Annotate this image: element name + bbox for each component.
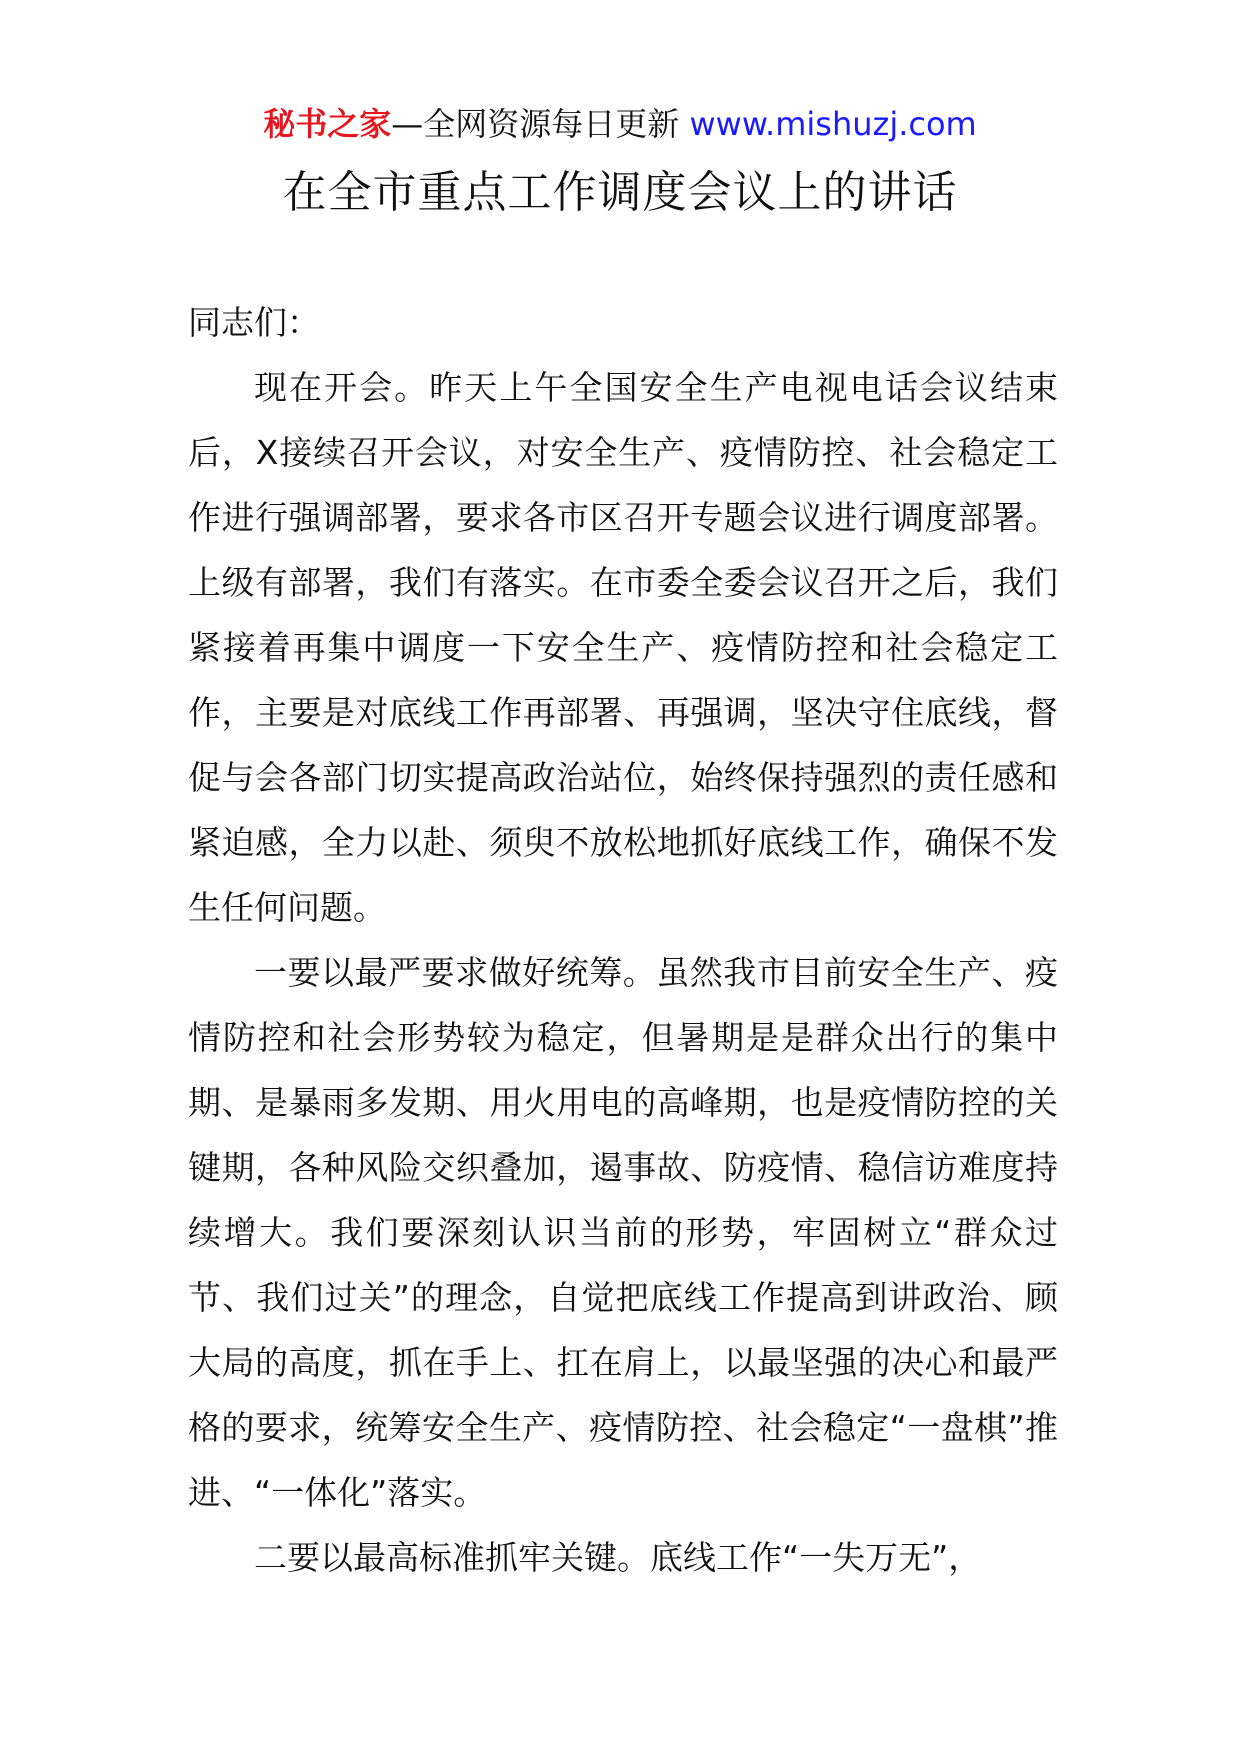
header-tagline: —全网资源每日更新 bbox=[391, 105, 680, 143]
salutation: 同志们： bbox=[188, 303, 320, 342]
paragraph-opening: 现在开会。昨天上午全国安全生产电视电话会议结束后，X接续召开会议，对安全生产、疫情防控、社会稳定工作进行强调部署，要求各市区召开专题会议进行调度部署。上级有部署，我们有落实。在市委全委会议召开之后，我们紧接着再集中调度一下安全生产、疫情防控和社会稳定工作，主要是对底线工作再部署、再强调，坚决守住底线，督促与会各部门切实提高政治站位，始终保持强烈的责任感和紧迫感，全力以赴、须臾不放松地抓好底线工作，确保不发生任何问题。 bbox=[188, 368, 1058, 927]
document-title: 在全市重点工作调度会议上的讲话 bbox=[282, 167, 958, 218]
document-body bbox=[188, 290, 1058, 1590]
paragraph-point-one: 一要以最严要求做好统筹。虽然我市目前安全生产、疫情防控和社会形势较为稳定，但暑期是是群众出行的集中期、是暴雨多发期、用火用电的高峰期，也是疫情防控的关键期，各种风险交织叠加，遏事故、防疫情、稳信访难度持续增大。我们要深刻认识当前的形势，牢固树立“群众过节、我们过关”的理念，自觉把底线工作提高到讲政治、顾大局的高度，抓在手上、扛在肩上，以最坚强的决心和最严格的要求，统筹安全生产、疫情防控、社会稳定“一盘棋”推进、“一体化”落实。 bbox=[188, 953, 1058, 1512]
paragraph-point-two: 二要以最高标准抓牢关键。底线工作“一失万无”， bbox=[254, 1538, 982, 1577]
watermark-header bbox=[0, 100, 1240, 148]
site-url-link[interactable]: www.mishuzj.com bbox=[689, 105, 977, 143]
brand-name: 秘书之家 bbox=[263, 105, 392, 143]
